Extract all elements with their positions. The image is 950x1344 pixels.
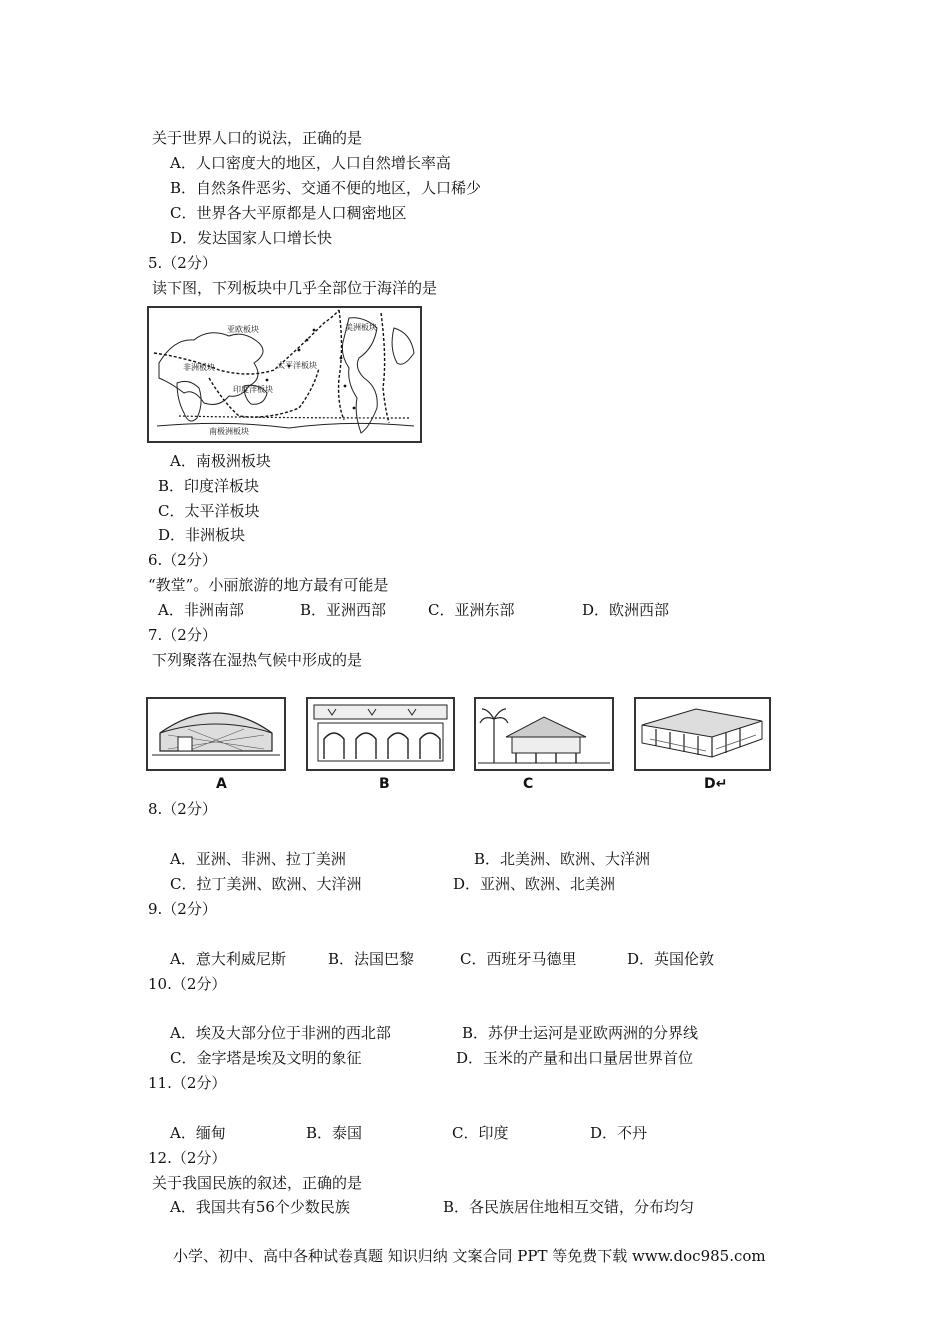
settlement-image-d <box>634 697 771 771</box>
q8-option-c: C．拉丁美洲、欧洲、大洋洲 <box>170 875 362 893</box>
q9-option-b: B．法国巴黎 <box>328 950 415 968</box>
q11-option-c: C．印度 <box>452 1124 509 1142</box>
plate-map-figure <box>147 306 422 443</box>
q4-stem: 关于世界人口的说法，正确的是 <box>152 129 363 147</box>
q12-option-b: B．各民族居住地相互交错，分布均匀 <box>443 1198 695 1216</box>
q5-option-a: A．南极洲板块 <box>170 452 271 470</box>
q6-option-b: B．亚洲西部 <box>300 601 387 619</box>
q4-option-a: A．人口密度大的地区，人口自然增长率高 <box>170 154 451 172</box>
q6-option-c: C．亚洲东部 <box>428 601 515 619</box>
map-label-antarctic-plate: 南极洲板块 <box>209 427 249 436</box>
q12-option-a: A．我国共有56个少数民族 <box>170 1198 350 1216</box>
q10-option-a: A．埃及大部分位于非洲的西北部 <box>170 1024 391 1042</box>
q9-number: 9.（2分） <box>148 900 217 918</box>
q12-number: 12.（2分） <box>148 1149 227 1167</box>
q6-stem: “教堂”。小丽旅游的地方最有可能是 <box>148 576 389 594</box>
settlement-label-b: B <box>379 776 390 792</box>
q6-option-a: A．非洲南部 <box>158 601 244 619</box>
q5-number: 5.（2分） <box>148 254 217 272</box>
q7-stem: 下列聚落在湿热气候中形成的是 <box>152 651 363 669</box>
q9-option-a: A．意大利威尼斯 <box>170 950 286 968</box>
q5-stem: 读下图，下列板块中几乎全部位于海洋的是 <box>152 279 438 297</box>
q8-option-b: B．北美洲、欧洲、大洋洲 <box>474 850 651 868</box>
plate-map-drawing <box>149 308 420 441</box>
page-footer: 小学、初中、高中各种试卷真题 知识归纳 文案合同 PPT 等免费下载 www.doc985.com <box>173 1247 766 1265</box>
settlement-label-d: D↵ <box>704 776 728 792</box>
map-label-pacific-plate: 太平洋板块 <box>277 361 317 370</box>
q6-number: 6.（2分） <box>148 551 217 569</box>
q8-option-d: D．亚洲、欧洲、北美洲 <box>453 875 616 893</box>
q6-option-d: D．欧洲西部 <box>582 601 670 619</box>
q10-number: 10.（2分） <box>148 975 227 993</box>
q12-stem: 关于我国民族的叙述，正确的是 <box>152 1174 363 1192</box>
q4-option-b: B．自然条件恶劣、交通不便的地区，人口稀少 <box>170 179 482 197</box>
q7-number: 7.（2分） <box>148 626 217 644</box>
q10-option-d: D．玉米的产量和出口量居世界首位 <box>456 1049 694 1067</box>
settlement-image-a <box>146 697 286 771</box>
settlement-label-a: A <box>216 776 227 792</box>
q10-option-c: C．金字塔是埃及文明的象征 <box>170 1049 362 1067</box>
settlement-image-b <box>306 697 455 771</box>
q5-option-b: B．印度洋板块 <box>158 477 260 495</box>
q4-option-c: C．世界各大平原都是人口稠密地区 <box>170 204 407 222</box>
q9-option-c: C．西班牙马德里 <box>460 950 577 968</box>
q8-option-a: A．亚洲、非洲、拉丁美洲 <box>170 850 346 868</box>
q8-number: 8.（2分） <box>148 800 217 818</box>
q5-option-d: D．非洲板块 <box>158 526 246 544</box>
q10-option-b: B．苏伊士运河是亚欧两洲的分界线 <box>462 1024 699 1042</box>
q11-option-a: A．缅甸 <box>170 1124 226 1142</box>
q11-option-b: B．泰国 <box>306 1124 363 1142</box>
q4-option-d: D．发达国家人口增长快 <box>170 229 333 247</box>
map-label-indian-ocean-plate: 印度洋板块 <box>233 385 273 394</box>
map-label-eurasian-plate: 亚欧板块 <box>227 325 259 334</box>
map-label-american-plate: 美洲板块 <box>345 323 377 332</box>
map-label-african-plate: 非洲板块 <box>183 363 215 372</box>
q11-number: 11.（2分） <box>148 1074 227 1092</box>
q9-option-d: D．英国伦敦 <box>627 950 715 968</box>
q5-option-c: C．太平洋板块 <box>158 502 260 520</box>
settlement-label-c: C <box>523 776 534 792</box>
settlement-image-c <box>474 697 614 771</box>
q11-option-d: D．不丹 <box>590 1124 648 1142</box>
